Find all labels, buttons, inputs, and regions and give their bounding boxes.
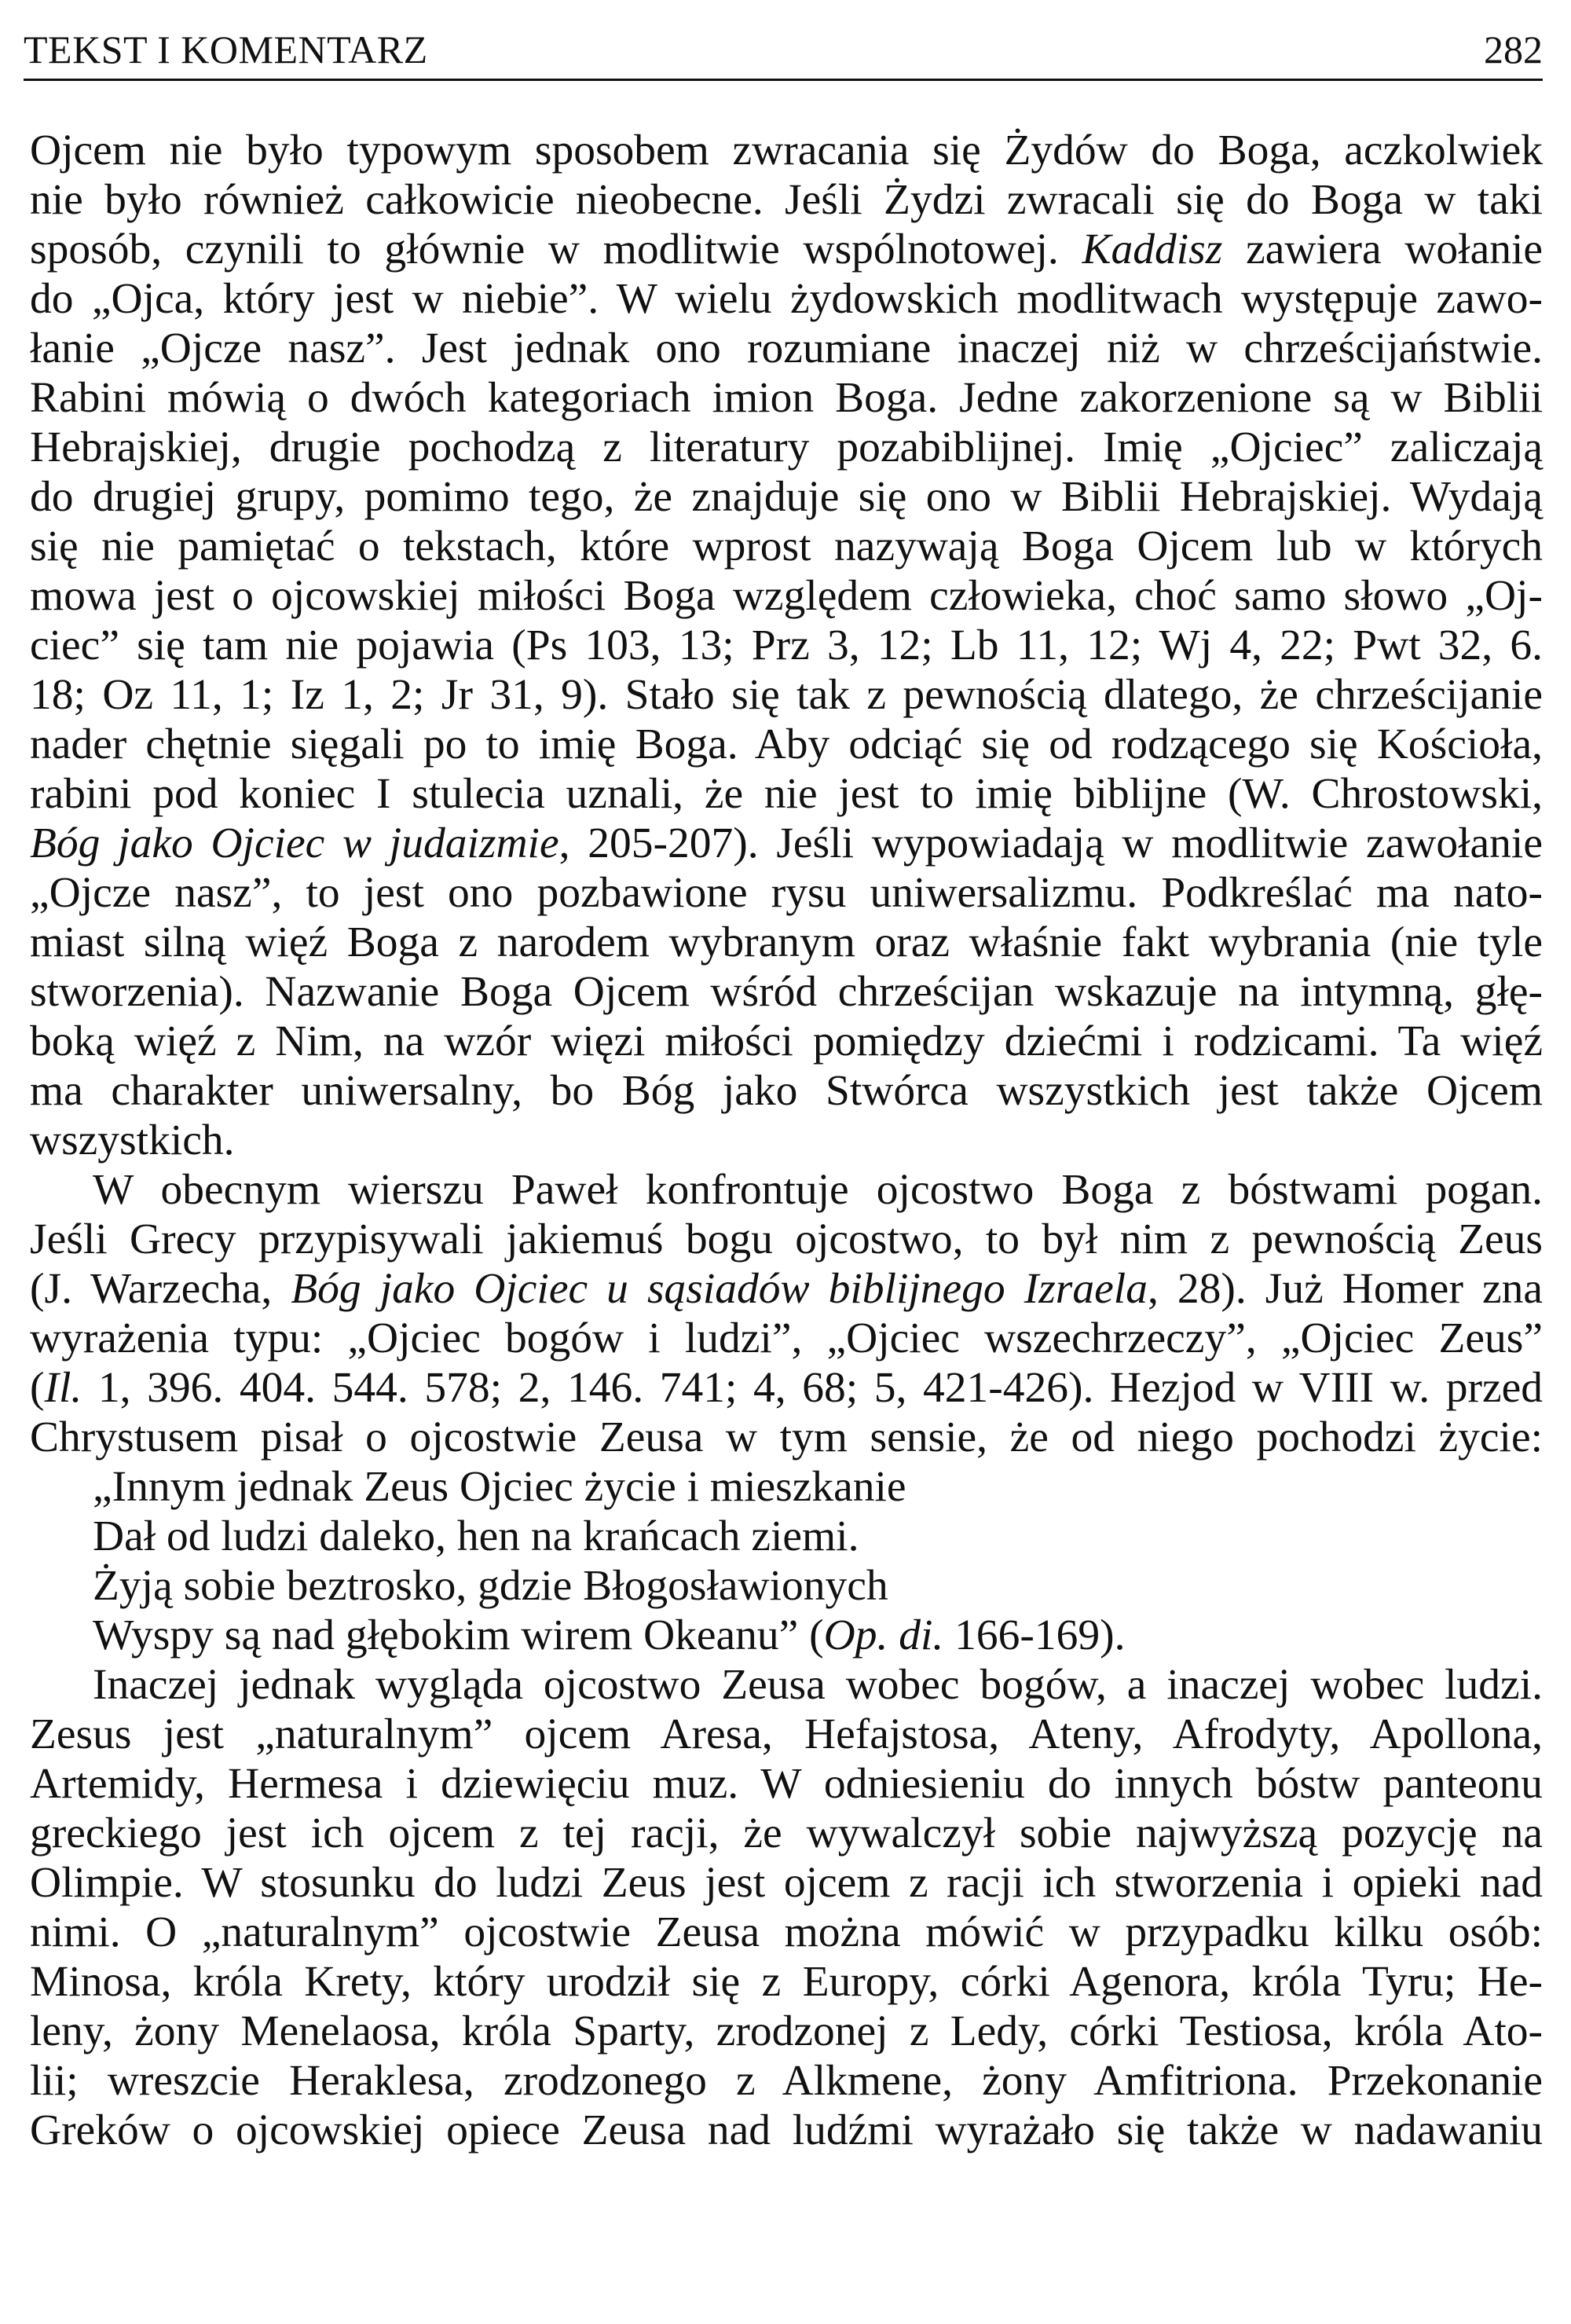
italic-text: Op. di. bbox=[823, 1611, 944, 1659]
body-text bbox=[30, 126, 1543, 2155]
text-segment: Rabini mówią o dwóch kategoriach imion Boga. Jedne zakorzenione są w Biblii bbox=[30, 374, 1543, 422]
text-line bbox=[30, 868, 1543, 918]
text-line bbox=[30, 1413, 1543, 1462]
text-line bbox=[30, 324, 1543, 373]
text-line bbox=[30, 1066, 1543, 1116]
text-line bbox=[30, 1017, 1543, 1066]
text-segment: lii; wreszcie Heraklesa, zrodzonego z Alkmene, żony Amfitriona. Przekonanie bbox=[30, 2057, 1543, 2105]
quoted-verse-line bbox=[30, 1512, 1543, 1561]
text-segment: nader chętnie sięgali po to imię Boga. Aby odciąć się od rodzącego się Kościoła, bbox=[30, 720, 1543, 768]
text-line bbox=[30, 274, 1543, 324]
text-segment: zawiera wołanie bbox=[1222, 225, 1544, 273]
text-segment: Hebrajskiej, drugie pochodzą z literatury pozabiblijnej. Imię „Ojciec” zaliczają bbox=[30, 423, 1543, 471]
italic-text: Kaddisz bbox=[1082, 225, 1223, 273]
text-segment: W obecnym wierszu Paweł konfrontuje ojcostwo Boga z bóstwami pogan. bbox=[93, 1166, 1543, 1214]
text-line bbox=[30, 1264, 1543, 1314]
text-line bbox=[30, 472, 1543, 522]
text-segment: Olimpie. W stosunku do ludzi Zeus jest ojcem z racji ich stworzenia i opieki nad bbox=[30, 1859, 1543, 1907]
text-line bbox=[30, 1858, 1543, 1908]
text-line bbox=[30, 918, 1543, 967]
text-line bbox=[30, 967, 1543, 1017]
text-segment: Jeśli Grecy przypisywali jakiemuś bogu ojcostwo, to był nim z pewnością Zeus bbox=[30, 1215, 1543, 1263]
text-segment: Wyspy są nad głębokim wirem Okeanu” ( bbox=[93, 1611, 824, 1659]
text-line bbox=[30, 1957, 1543, 2007]
italic-text: Il. bbox=[44, 1364, 82, 1412]
text-line bbox=[30, 621, 1543, 670]
text-line bbox=[30, 1809, 1543, 1858]
text-line bbox=[30, 1759, 1543, 1809]
text-line bbox=[30, 1314, 1543, 1363]
text-segment: „Innym jednak Zeus Ojciec życie i mieszkanie bbox=[93, 1463, 906, 1511]
text-segment: Zesus jest „naturalnym” ojcem Aresa, Hefajstosa, Ateny, Afrodyty, Apollona, bbox=[30, 1710, 1543, 1758]
text-line bbox=[30, 126, 1543, 175]
text-segment: do „Ojca, który jest w niebie”. W wielu żydowskich modlitwach występuje zawo- bbox=[30, 275, 1543, 323]
text-segment: 1, 396. 404. 544. 578; 2, 146. 741; 4, 68; 5, 421-426). Hezjod w VIII w. przed bbox=[82, 1364, 1543, 1412]
text-segment: rabini pod koniec I stulecia uznali, że nie jest to imię biblijne (W. Chrostowski, bbox=[30, 770, 1543, 818]
text-segment: ciec” się tam nie pojawia (Ps 103, 13; Prz 3, 12; Lb 11, 12; Wj 4, 22; Pwt 32, 6. bbox=[30, 621, 1543, 669]
text-segment: Ojcem nie było typowym sposobem zwracania się Żydów do Boga, aczkolwiek bbox=[30, 126, 1543, 174]
text-segment: (J. Warzecha, bbox=[30, 1265, 291, 1313]
text-line bbox=[30, 2056, 1543, 2106]
text-line bbox=[30, 1363, 1543, 1413]
text-line bbox=[30, 769, 1543, 819]
text-line bbox=[30, 2007, 1543, 2056]
text-segment: , 28). Już Homer zna bbox=[1147, 1265, 1543, 1313]
text-line bbox=[30, 1908, 1543, 1957]
text-line bbox=[30, 1710, 1543, 1759]
text-segment: Minosa, króla Krety, który urodził się z Europy, córki Agenora, króla Tyru; He- bbox=[30, 1958, 1543, 2006]
text-line bbox=[30, 423, 1543, 472]
text-segment: ( bbox=[30, 1364, 45, 1412]
text-line bbox=[30, 1660, 1543, 1710]
text-segment: się nie pamiętać o tekstach, które wprost nazywają Boga Ojcem lub w których bbox=[30, 522, 1543, 570]
text-segment: do drugiej grupy, pomimo tego, że znajduje się ono w Biblii Hebrajskiej. Wydają bbox=[30, 473, 1543, 521]
text-segment: 166-169). bbox=[943, 1611, 1126, 1659]
text-segment: sposób, czynili to głównie w modlitwie wspólnotowej. bbox=[30, 225, 1082, 273]
text-segment: stworzenia). Nazwanie Boga Ojcem wśród chrześcijan wskazuje na intymną, głę- bbox=[30, 968, 1543, 1016]
text-segment: greckiego jest ich ojcem z tej racji, że wywalczył sobie najwyższą pozycję na bbox=[30, 1809, 1543, 1857]
text-line bbox=[30, 1165, 1543, 1215]
text-segment: ma charakter uniwersalny, bo Bóg jako Stwórca wszystkich jest także Ojcem bbox=[30, 1067, 1543, 1115]
text-line bbox=[30, 1215, 1543, 1264]
text-line bbox=[30, 2106, 1543, 2155]
text-segment: leny, żony Menelaosa, króla Sparty, zrodzonej z Ledy, córki Testiosa, króla Ato- bbox=[30, 2007, 1543, 2055]
text-segment: łanie „Ojcze nasz”. Jest jednak ono rozumiane inaczej niż w chrześcijaństwie. bbox=[30, 324, 1543, 372]
text-segment: Artemidy, Hermesa i dziewięciu muz. W odniesieniu do innych bóstw panteonu bbox=[30, 1760, 1543, 1808]
text-line bbox=[30, 1116, 1543, 1165]
text-segment: „Ojcze nasz”, to jest ono pozbawione rysu uniwersalizmu. Podkreślać ma nato- bbox=[30, 869, 1543, 917]
text-segment: Inaczej jednak wygląda ojcostwo Zeusa wobec bogów, a inaczej wobec ludzi. bbox=[93, 1661, 1543, 1709]
quoted-verse-line bbox=[30, 1611, 1543, 1660]
text-segment: wszystkich. bbox=[30, 1116, 235, 1164]
text-line bbox=[30, 522, 1543, 571]
text-segment: wyrażenia typu: „Ojciec bogów i ludzi”, „Ojciec wszechrzeczy”, „Ojciec Zeus” bbox=[30, 1314, 1543, 1362]
text-line bbox=[30, 819, 1543, 868]
text-segment: miast silną więź Boga z narodem wybranym oraz właśnie fakt wybrania (nie tyle bbox=[30, 918, 1543, 966]
text-line bbox=[30, 225, 1543, 274]
text-line bbox=[30, 373, 1543, 423]
text-segment: Dał od ludzi daleko, hen na krańcach ziemi. bbox=[93, 1512, 859, 1560]
running-header bbox=[24, 24, 1543, 81]
text-segment: nie było również całkowicie nieobecne. Jeśli Żydzi zwracali się do Boga w taki bbox=[30, 176, 1543, 224]
text-segment: Chrystusem pisał o ojcostwie Zeusa w tym sensie, że od niego pochodzi życie: bbox=[30, 1413, 1543, 1461]
text-segment: Greków o ojcowskiej opiece Zeusa nad ludźmi wyrażało się także w nadawaniu bbox=[30, 2106, 1543, 2154]
text-segment: , 205-207). Jeśli wypowiadają w modlitwie zawołanie bbox=[558, 819, 1543, 867]
text-line bbox=[30, 720, 1543, 769]
running-title: TEKST I KOMENTARZ bbox=[24, 27, 428, 71]
italic-text: Bóg jako Ojciec u sąsiadów biblijnego Izraela bbox=[291, 1265, 1148, 1313]
page-number: 282 bbox=[1484, 27, 1543, 71]
text-line bbox=[30, 175, 1543, 225]
quoted-verse-line bbox=[30, 1462, 1543, 1512]
text-segment: mowa jest o ojcowskiej miłości Boga względem człowieka, choć samo słowo „Oj- bbox=[30, 572, 1543, 620]
italic-text: Bóg jako Ojciec w judaizmie bbox=[30, 819, 559, 867]
text-line bbox=[30, 670, 1543, 720]
text-segment: Żyją sobie beztrosko, gdzie Błogosławionych bbox=[93, 1562, 888, 1610]
text-segment: boką więź z Nim, na wzór więzi miłości pomiędzy dziećmi i rodzicami. Ta więź bbox=[30, 1017, 1543, 1065]
text-line bbox=[30, 571, 1543, 621]
text-segment: nimi. O „naturalnym” ojcostwie Zeusa można mówić w przypadku kilku osób: bbox=[30, 1908, 1543, 1956]
text-segment: 18; Oz 11, 1; Iz 1, 2; Jr 31, 9). Stało się tak z pewnością dlatego, że chrześcijanie bbox=[30, 671, 1543, 719]
quoted-verse-line bbox=[30, 1561, 1543, 1611]
